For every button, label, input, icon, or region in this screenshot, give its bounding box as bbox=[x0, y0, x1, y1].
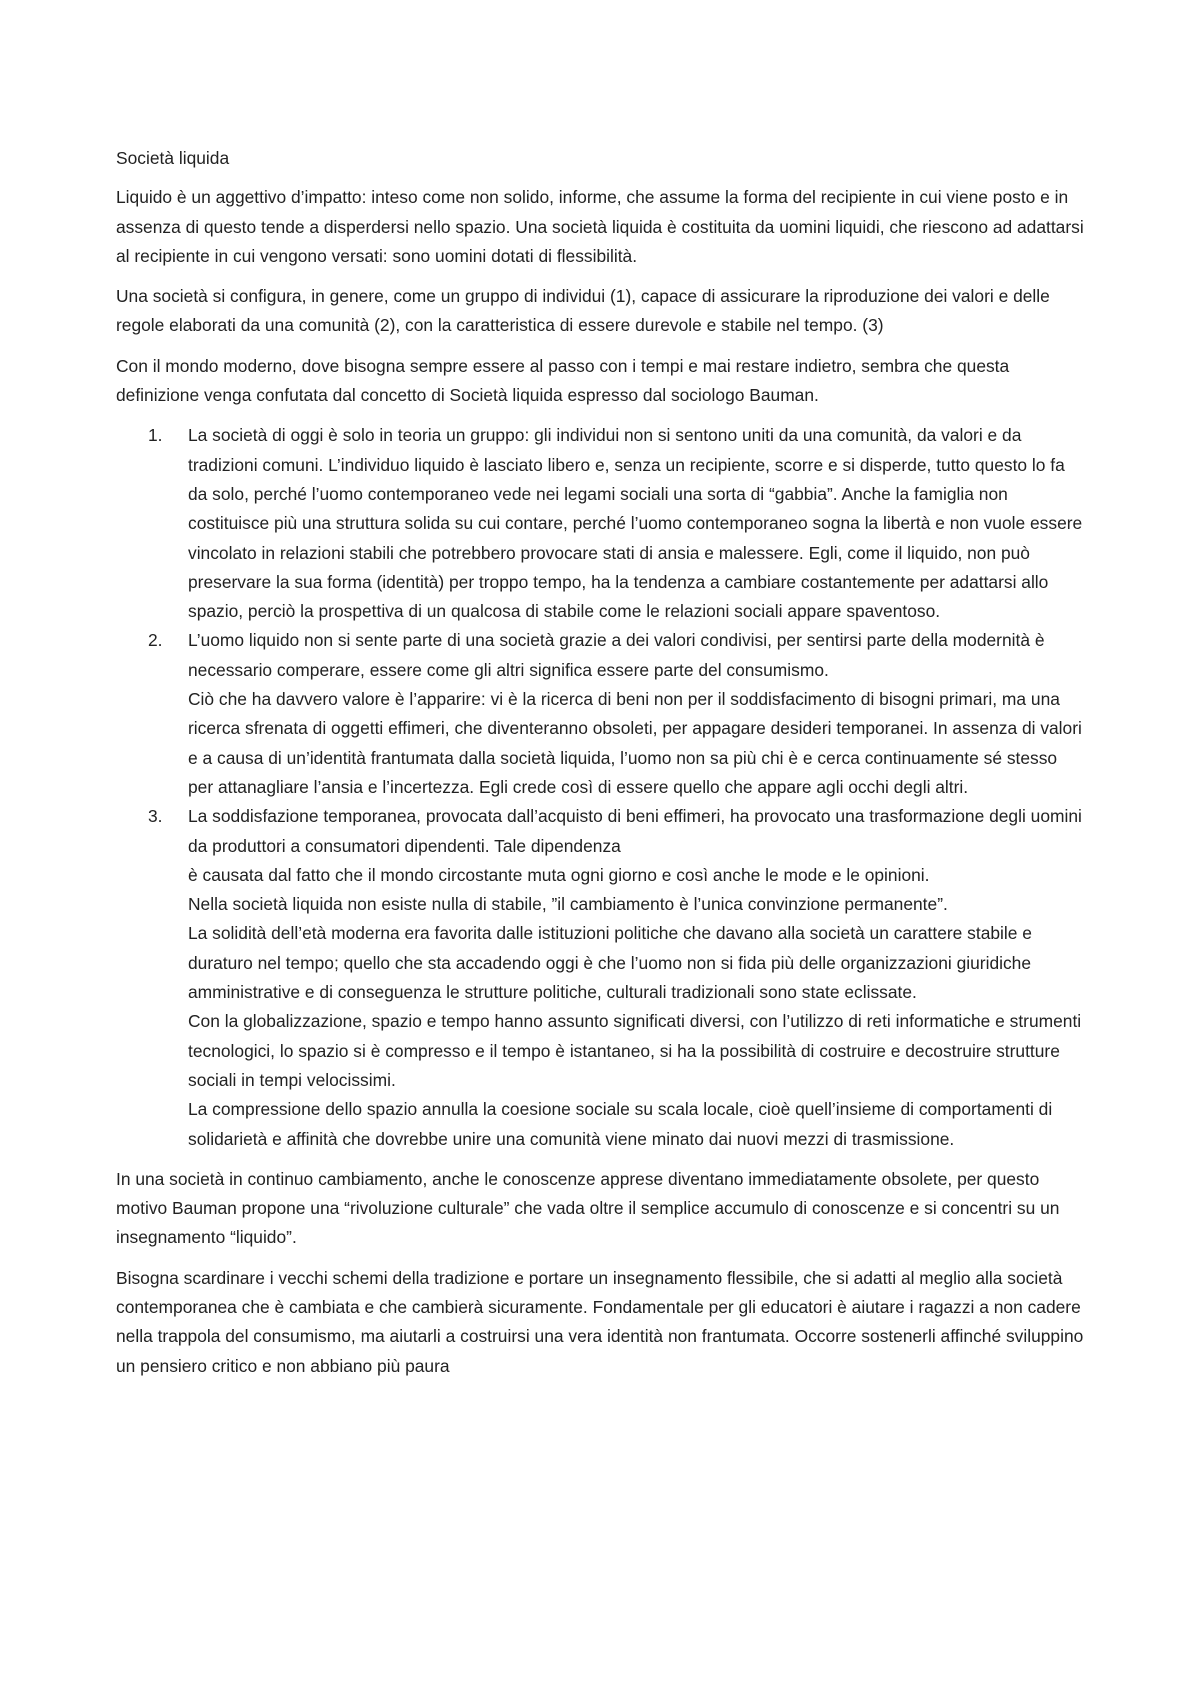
list-item-text: La solidità dell’età moderna era favorita dalle istituzioni politiche che davano alla società un carattere stabile e duraturo nel tempo; quello che sta accadendo oggi è che l’uomo non si fida più delle organizzazioni giuridiche amministrative e di conseguenza le strutture politiche, culturali tradizionali sono state eclissate. bbox=[188, 923, 1032, 1003]
paragraph-intro-3: Con il mondo moderno, dove bisogna sempre essere al passo con i tempi e mai restare indietro, sembra che questa definizione venga confutata dal concetto di Società liquida espresso dal sociologo Bauman. bbox=[116, 355, 1010, 406]
list-item bbox=[116, 421, 1086, 626]
document-page bbox=[116, 144, 1086, 1392]
paragraph-intro-1: Liquido è un aggettivo d’impatto: inteso come non solido, informe, che assume la forma del recipiente in cui viene posto e in assenza di questo tende a disperdersi nello spazio. Una società liquida è costituita da uomini liquidi, che riescono ad adattarsi al recipiente in cui vengono versati: sono uomini dotati di flessibilità. bbox=[116, 187, 1084, 266]
list-number: 2. bbox=[148, 630, 163, 651]
list-item-text: L’uomo liquido non si sente parte di una società grazie a dei valori condivisi, per sentirsi parte della modernità è necessario comperare, essere come gli altri significa essere parte del consumismo. bbox=[188, 630, 1045, 680]
list-item-text: è causata dal fatto che il mondo circostante muta ogni giorno e così anche le mode e le opinioni. bbox=[188, 864, 930, 885]
paragraph-outro-1: In una società in continuo cambiamento, anche le conoscenze apprese diventano immediatamente obsolete, per questo motivo Bauman propone una “rivoluzione culturale” che vada oltre il semplice accumulo di conoscenze e si concentri su un insegnamento “liquido”. bbox=[116, 1168, 1060, 1248]
list-item-text: La soddisfazione temporanea, provocata dall’acquisto di beni effimeri, ha provocato una trasformazione degli uomini da produttori a consumatori dipendenti. Tale dipendenza bbox=[188, 806, 1082, 856]
list-item-text: Nella società liquida non esiste nulla di stabile, ”il cambiamento è l’unica convinzione permanente”. bbox=[188, 894, 948, 915]
document-title: Società liquida bbox=[116, 148, 230, 168]
numbered-list bbox=[116, 421, 1086, 1153]
list-number: 3. bbox=[148, 806, 163, 827]
list-item-text: La compressione dello spazio annulla la coesione sociale su scala locale, cioè quell’insieme di comportamenti di solidarietà e affinità che dovrebbe unire una comunità viene minato dai nuovi mezzi di trasmissione. bbox=[188, 1099, 1053, 1149]
list-number: 1. bbox=[148, 425, 163, 446]
list-item bbox=[116, 802, 1086, 1154]
paragraph-outro-2: Bisogna scardinare i vecchi schemi della tradizione e portare un insegnamento flessibile, che si adatti al meglio alla società contemporanea che è cambiata e che cambierà sicuramente. Fondamentale per gli educatori è aiutare i ragazzi a non cadere nella trappola del consumismo, ma aiutarli a costruirsi una vera identità non frantumata. Occorre sostenerli affinché sviluppino un pensiero critico e non abbiano più paura bbox=[116, 1267, 1084, 1376]
list-item-text: Con la globalizzazione, spazio e tempo hanno assunto significati diversi, con l’utilizzo di reti informatiche e strumenti tecnologici, lo spazio si è compresso e il tempo è istantaneo, si ha la possibilità di costruire e decostruire strutture sociali in tempi velocissimi. bbox=[188, 1011, 1082, 1090]
list-item-text: Ciò che ha davvero valore è l’apparire: vi è la ricerca di beni non per il soddisfacimento di bisogni primari, ma una ricerca sfrenata di oggetti effimeri, che diventeranno obsoleti, per appagare desideri temporanei. In assenza di valori e a causa di un’identità frantumata dalla società liquida, l’uomo non sa più chi è e cerca continuamente sé stesso per attanagliare l’ansia e l’incertezza. Egli crede così di essere quello che appare agli occhi degli altri. bbox=[188, 689, 1082, 797]
list-item bbox=[116, 626, 1086, 802]
paragraph-intro-2: Una società si configura, in genere, come un gruppo di individui (1), capace di assicurare la riproduzione dei valori e delle regole elaborati da una comunità (2), con la caratteristica di essere durevole e stabile nel tempo. (3) bbox=[116, 286, 1050, 336]
list-item-text: La società di oggi è solo in teoria un gruppo: gli individui non si sentono uniti da una comunità, da valori e da tradizioni comuni. L’individuo liquido è lasciato libero e, senza un recipiente, scorre e si disperde, tutto questo lo fa da solo, perché l’uomo contemporaneo vede nei legami sociali una sorta di “gabbia”. Anche la famiglia non costituisce più una struttura solida su cui contare, perché l’uomo contemporaneo sogna la libertà e non vuole essere vincolato in relazioni stabili che potrebbero provocare stati di ansia e malessere. Egli, come il liquido, non può preservare la sua forma (identità) per troppo tempo, ha la tendenza a cambiare costantemente per adattarsi allo spazio, perciò la prospettiva di un qualcosa di stabile come le relazioni sociali appare spaventoso. bbox=[188, 425, 1083, 622]
